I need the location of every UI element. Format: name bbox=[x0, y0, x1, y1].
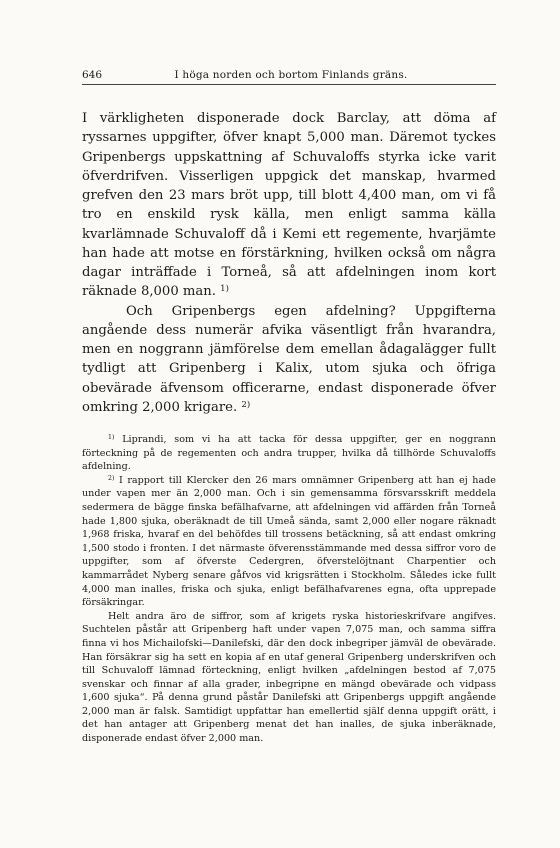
running-title: I höga norden och bortom Finlands gräns. bbox=[174, 69, 408, 81]
paragraph-2 bbox=[82, 302, 496, 418]
footnote-mark-2: 2) bbox=[108, 474, 115, 482]
page-number: 646 bbox=[82, 69, 103, 81]
paragraph-1-text: I värkligheten disponerade dock Barclay, att döma af ryssarnes uppgifter, öfver knapt 5,000 man. Däremot tyckes Gripenbergs uppskattning af Schuvaloffs styrka icke varit öfverdrifven. Visserligen uppgick det manskap, hvarmed grefven den 23 mars bröt upp, till blott 4,400 man, om vi få tro en enskild rysk källa, men enligt samma källa kvarlämnade Schuvaloff då i Kemi ett regemente, hvarjämte han hade att motse en förstärkning, hvilken också om några dagar inträffade i Torneå, så att afdelningen inom kort räknade 8,000 man. bbox=[82, 111, 496, 300]
running-header bbox=[82, 68, 496, 85]
footnote-ref-2: 2) bbox=[241, 399, 251, 410]
footnote-2-continued-text: Helt andra äro de siffror, som af krigets ryska historieskrifvare angifves. Suchtelen påstår att Gripenberg haft under vapen 7,075 man, och samma siffra finna vi hos Michailofski—Danilefski, där den dock inbegriper jämväl de obevärade. Han försäkrar sig ha sett en kopia af en utaf general Gripenberg underskrifven och till Schuvaloff lämnad förteckning, enligt hvilken „afdelningen bestod af 7,075 svenskar och finnar af alla grader, inbegripne en mängd obevärade och vidpass 1,600 sjuka“. På denna grund påstår Danilefski att Gripenbergs uppgift angående 2,000 man är falsk. Samtidigt uppfattar han emellertid själf denna uppgift orätt, i det han antager att Gripenberg menat det han inalles, de sjuka inberäknade, disponerade endast öfver 2,000 man. bbox=[82, 610, 496, 745]
footnote-2-text: I rapport till Klercker den 26 mars omnämner Gripenberg att han ej hade under vapen mer än 2,000 man. Och i sin gemensamma försvarsskrift meddela sedermera de bägge finska befälhafvarne, att afdelningen vid affärden från Torneå hade 1,800 sjuka, oberäknadt de till Umeå sända, samt 2,000 eller nogare räknadt 1,968 friska, hvaraf en del behöfdes till trossens betäckning, så att endast omkring 1,500 stodo i fronten. I det närmaste öfverensstämmande med dessa siffror voro de uppgifter, som af öfverste Cedergren, öfverstelöjtnant Charpentier och kammarrådet Nyberg senare gåfvos vid krigsrätten i Stockholm. Således icke fullt 4,000 man inalles, friska och sjuka, enligt befälhafvarenes egna, ofta upprepade försäkringar. bbox=[82, 474, 496, 609]
footnote-2-continued bbox=[82, 610, 496, 746]
footnote-1 bbox=[82, 433, 496, 474]
paragraph-2-text: Och Gripenbergs egen afdelning? Uppgifterna angående dess numerär afvika väsentligt från hvarandra, men en noggrann jämförelse dem emellan ådagalägger fullt tydligt att Gripenberg i Kalix, utom sjuka och öfriga obevärade äfvensom officerarne, endast disponerade öfver omkring 2,000 krigare. bbox=[82, 303, 496, 415]
footnote-2 bbox=[82, 474, 496, 610]
footnotes bbox=[82, 433, 496, 746]
footnote-mark-1: 1) bbox=[108, 434, 115, 442]
paragraph-1 bbox=[82, 109, 496, 302]
footnote-ref-1: 1) bbox=[220, 284, 229, 295]
main-text bbox=[82, 109, 496, 417]
footnote-1-text: Liprandi, som vi ha att tacka för dessa uppgifter, ger en noggrann förteckning på de regementen och andra trupper, hvilka då tillhörde Schuvaloffs afdelning. bbox=[82, 434, 496, 473]
